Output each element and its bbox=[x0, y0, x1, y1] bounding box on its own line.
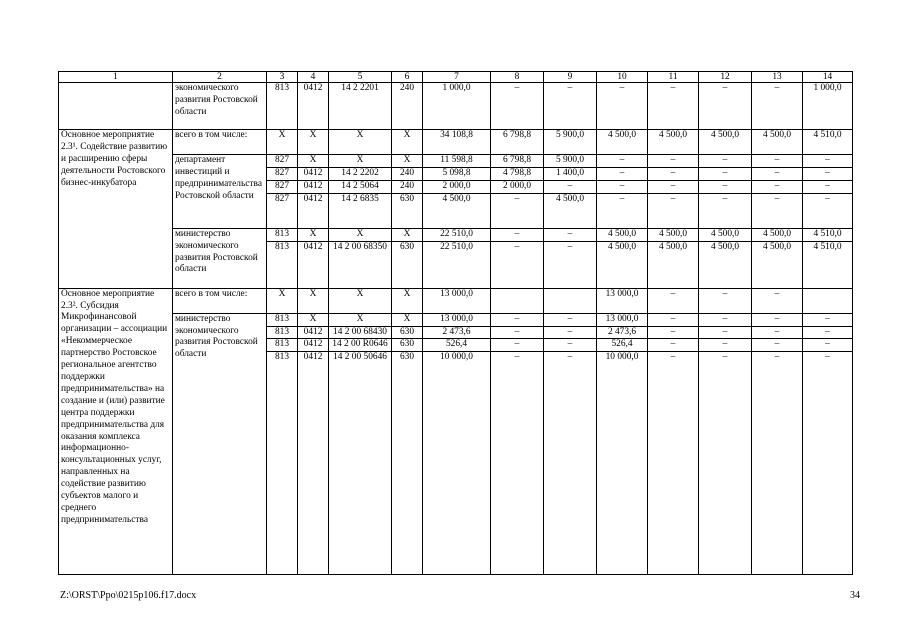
value-cell: Х bbox=[329, 288, 392, 313]
column-header: 5 bbox=[329, 72, 392, 83]
total-row bbox=[59, 288, 853, 313]
value-cell: 4 500,0 bbox=[597, 241, 648, 288]
value-cell: – bbox=[491, 339, 544, 352]
value-cell: 2 000,0 bbox=[423, 180, 491, 193]
value-cell: Х bbox=[298, 155, 329, 168]
column-header: 9 bbox=[544, 72, 597, 83]
value-cell: Х bbox=[298, 288, 329, 313]
value-cell: – bbox=[699, 83, 752, 130]
value-cell: 14 2 6835 bbox=[329, 193, 392, 228]
value-cell: – bbox=[544, 228, 597, 241]
value-cell: 4 798,8 bbox=[491, 167, 544, 180]
value-cell: 4 500,0 bbox=[752, 241, 803, 288]
value-cell: – bbox=[803, 180, 853, 193]
value-cell: 4 500,0 bbox=[699, 228, 752, 241]
value-cell: 4 500,0 bbox=[699, 130, 752, 155]
value-cell: – bbox=[597, 193, 648, 228]
value-cell: – bbox=[752, 288, 803, 313]
value-cell: – bbox=[544, 241, 597, 288]
value-cell: 5 098,8 bbox=[423, 167, 491, 180]
value-cell: – bbox=[648, 193, 699, 228]
value-cell: – bbox=[648, 167, 699, 180]
total-label-cell: всего в том числе: bbox=[173, 288, 267, 313]
executor-cell: министерство экономического развития Ростовской области bbox=[173, 313, 267, 575]
value-cell: Х bbox=[392, 288, 423, 313]
value-cell: 630 bbox=[392, 193, 423, 228]
value-cell: 11 598,8 bbox=[423, 155, 491, 168]
column-header: 7 bbox=[423, 72, 491, 83]
value-cell: – bbox=[752, 155, 803, 168]
header-row bbox=[59, 72, 853, 83]
value-cell: 5 900,0 bbox=[544, 155, 597, 168]
value-cell: – bbox=[803, 155, 853, 168]
value-cell: – bbox=[544, 339, 597, 352]
value-cell: – bbox=[752, 193, 803, 228]
column-header: 4 bbox=[298, 72, 329, 83]
column-header: 2 bbox=[173, 72, 267, 83]
value-cell: 34 108,8 bbox=[423, 130, 491, 155]
value-cell: 4 500,0 bbox=[597, 228, 648, 241]
value-cell: 0412 bbox=[298, 193, 329, 228]
value-cell: 0412 bbox=[298, 339, 329, 352]
value-cell: – bbox=[699, 352, 752, 575]
value-cell: – bbox=[648, 180, 699, 193]
value-cell: 4 500,0 bbox=[648, 241, 699, 288]
value-cell: 0412 bbox=[298, 352, 329, 575]
value-cell: – bbox=[803, 313, 853, 326]
value-cell: – bbox=[544, 180, 597, 193]
value-cell: Х bbox=[329, 228, 392, 241]
value-cell: 5 900,0 bbox=[544, 130, 597, 155]
value-cell: 22 510,0 bbox=[423, 241, 491, 288]
column-header: 14 bbox=[803, 72, 853, 83]
value-cell: 240 bbox=[392, 167, 423, 180]
value-cell: 4 500,0 bbox=[699, 241, 752, 288]
value-cell: – bbox=[544, 326, 597, 339]
value-cell: Х bbox=[329, 313, 392, 326]
value-cell: Х bbox=[298, 228, 329, 241]
value-cell: 22 510,0 bbox=[423, 228, 491, 241]
value-cell bbox=[544, 288, 597, 313]
value-cell: 827 bbox=[267, 155, 298, 168]
value-cell: 813 bbox=[267, 352, 298, 575]
value-cell: Х bbox=[267, 130, 298, 155]
value-cell: – bbox=[544, 313, 597, 326]
value-cell: – bbox=[491, 193, 544, 228]
value-cell: 630 bbox=[392, 339, 423, 352]
column-header: 10 bbox=[597, 72, 648, 83]
measure-title-cell: Основное мероприятие 2.3². Субсидия Микрофинансовой организации – ассоциации «Некоммерческое партнерство Ростовское региональное агентство поддержки предпринимательства» на создание и (или) развитие центра поддержки предпринимательства для оказания комплекса информационно-консультационных услуг, направленных на содействие развитию субъектов малого и среднего предпринимательства bbox=[59, 288, 173, 575]
value-cell: 4 510,0 bbox=[803, 241, 853, 288]
measure-title-cell: Основное мероприятие 2.3¹. Содействие развитию и расширению сферы деятельности Ростовского бизнес-инкубатора bbox=[59, 130, 173, 289]
value-cell: 4 510,0 bbox=[803, 130, 853, 155]
value-cell: – bbox=[699, 339, 752, 352]
value-cell: 0412 bbox=[298, 326, 329, 339]
value-cell: 13 000,0 bbox=[597, 313, 648, 326]
value-cell: Х bbox=[392, 130, 423, 155]
value-cell: 13 000,0 bbox=[597, 288, 648, 313]
measure-cell bbox=[59, 83, 173, 130]
value-cell: 240 bbox=[392, 180, 423, 193]
value-cell: 526,4 bbox=[423, 339, 491, 352]
value-cell: 4 500,0 bbox=[544, 193, 597, 228]
value-cell: – bbox=[803, 167, 853, 180]
value-cell: 4 500,0 bbox=[752, 228, 803, 241]
value-cell: 813 bbox=[267, 313, 298, 326]
value-cell: Х bbox=[298, 313, 329, 326]
executor-cell: министерство экономического развития Ростовской области bbox=[173, 228, 267, 288]
value-cell: 10 000,0 bbox=[597, 352, 648, 575]
value-cell: – bbox=[803, 339, 853, 352]
value-cell: 4 510,0 bbox=[803, 228, 853, 241]
value-cell: Х bbox=[298, 130, 329, 155]
value-cell: – bbox=[699, 167, 752, 180]
value-cell: 630 bbox=[392, 352, 423, 575]
value-cell: 0412 bbox=[298, 241, 329, 288]
value-cell: 2 473,6 bbox=[423, 326, 491, 339]
value-cell: 813 bbox=[267, 83, 298, 130]
value-cell: 2 000,0 bbox=[491, 180, 544, 193]
column-header: 6 bbox=[392, 72, 423, 83]
value-cell: 827 bbox=[267, 167, 298, 180]
value-cell: 827 bbox=[267, 180, 298, 193]
table-row bbox=[59, 313, 853, 326]
value-cell: 4 500,0 bbox=[752, 130, 803, 155]
value-cell: 6 798,8 bbox=[491, 130, 544, 155]
value-cell: – bbox=[491, 313, 544, 326]
value-cell: – bbox=[597, 83, 648, 130]
value-cell: – bbox=[752, 339, 803, 352]
table-row bbox=[59, 155, 853, 168]
column-header: 3 bbox=[267, 72, 298, 83]
value-cell: 14 2 00 68430 bbox=[329, 326, 392, 339]
value-cell: 13 000,0 bbox=[423, 313, 491, 326]
value-cell: – bbox=[491, 326, 544, 339]
value-cell: Х bbox=[329, 155, 392, 168]
value-cell: – bbox=[752, 167, 803, 180]
value-cell: Х bbox=[392, 155, 423, 168]
value-cell: 526,4 bbox=[597, 339, 648, 352]
value-cell: 813 bbox=[267, 326, 298, 339]
value-cell bbox=[491, 288, 544, 313]
page-number: 34 bbox=[850, 590, 860, 601]
continuation-row bbox=[59, 83, 853, 130]
value-cell: – bbox=[648, 313, 699, 326]
value-cell: 630 bbox=[392, 241, 423, 288]
value-cell: – bbox=[491, 352, 544, 575]
value-cell: – bbox=[648, 83, 699, 130]
budget-table-sheet bbox=[58, 71, 852, 575]
value-cell: 813 bbox=[267, 228, 298, 241]
document-path: Z:\ORST\Ppo\0215p106.f17.docx bbox=[60, 590, 197, 601]
value-cell: 0412 bbox=[298, 180, 329, 193]
value-cell: 14 2 00 68350 bbox=[329, 241, 392, 288]
value-cell: 14 2 2202 bbox=[329, 167, 392, 180]
value-cell: – bbox=[699, 326, 752, 339]
total-label-cell: всего в том числе: bbox=[173, 130, 267, 155]
value-cell: 2 473,6 bbox=[597, 326, 648, 339]
value-cell: Х bbox=[267, 288, 298, 313]
value-cell: – bbox=[752, 352, 803, 575]
value-cell: 813 bbox=[267, 339, 298, 352]
value-cell: 4 500,0 bbox=[597, 130, 648, 155]
value-cell: Х bbox=[329, 130, 392, 155]
value-cell: – bbox=[699, 180, 752, 193]
value-cell: – bbox=[803, 193, 853, 228]
value-cell: 6 798,8 bbox=[491, 155, 544, 168]
value-cell: 14 2 00 R0646 bbox=[329, 339, 392, 352]
value-cell: – bbox=[544, 352, 597, 575]
value-cell: 4 500,0 bbox=[423, 193, 491, 228]
column-header: 1 bbox=[59, 72, 173, 83]
column-header: 12 bbox=[699, 72, 752, 83]
value-cell: 14 2 5064 bbox=[329, 180, 392, 193]
executor-cell: департамент инвестиций и предпринимательства Ростовской области bbox=[173, 155, 267, 229]
value-cell: 14 2 00 50646 bbox=[329, 352, 392, 575]
column-header: 13 bbox=[752, 72, 803, 83]
column-header: 8 bbox=[491, 72, 544, 83]
value-cell: 630 bbox=[392, 326, 423, 339]
value-cell bbox=[803, 288, 853, 313]
value-cell: – bbox=[699, 313, 752, 326]
value-cell: – bbox=[699, 288, 752, 313]
total-row bbox=[59, 130, 853, 155]
value-cell: – bbox=[648, 339, 699, 352]
value-cell: – bbox=[752, 180, 803, 193]
value-cell: – bbox=[597, 167, 648, 180]
value-cell: 0412 bbox=[298, 83, 329, 130]
value-cell: – bbox=[803, 326, 853, 339]
value-cell: 240 bbox=[392, 83, 423, 130]
value-cell: – bbox=[648, 288, 699, 313]
value-cell: – bbox=[491, 83, 544, 130]
value-cell: 0412 bbox=[298, 167, 329, 180]
value-cell: 4 500,0 bbox=[648, 130, 699, 155]
value-cell: 1 000,0 bbox=[423, 83, 491, 130]
value-cell: 10 000,0 bbox=[423, 352, 491, 575]
value-cell: 1 000,0 bbox=[803, 83, 853, 130]
value-cell: 827 bbox=[267, 193, 298, 228]
value-cell: Х bbox=[392, 313, 423, 326]
value-cell: 13 000,0 bbox=[423, 288, 491, 313]
value-cell: 813 bbox=[267, 241, 298, 288]
table-row bbox=[59, 228, 853, 241]
value-cell: – bbox=[544, 83, 597, 130]
value-cell: – bbox=[597, 155, 648, 168]
value-cell: – bbox=[648, 155, 699, 168]
value-cell: 1 400,0 bbox=[544, 167, 597, 180]
value-cell: – bbox=[699, 155, 752, 168]
budget-table bbox=[58, 71, 853, 575]
value-cell: Х bbox=[392, 228, 423, 241]
value-cell: – bbox=[803, 352, 853, 575]
value-cell: – bbox=[648, 326, 699, 339]
value-cell: 14 2 2201 bbox=[329, 83, 392, 130]
value-cell: – bbox=[491, 241, 544, 288]
value-cell: – bbox=[752, 326, 803, 339]
value-cell: – bbox=[699, 193, 752, 228]
value-cell: – bbox=[648, 352, 699, 575]
executor-cell: экономического развития Ростовской области bbox=[173, 83, 267, 130]
value-cell: – bbox=[491, 228, 544, 241]
value-cell: – bbox=[752, 313, 803, 326]
value-cell: – bbox=[752, 83, 803, 130]
value-cell: 4 500,0 bbox=[648, 228, 699, 241]
value-cell: – bbox=[597, 180, 648, 193]
column-header: 11 bbox=[648, 72, 699, 83]
